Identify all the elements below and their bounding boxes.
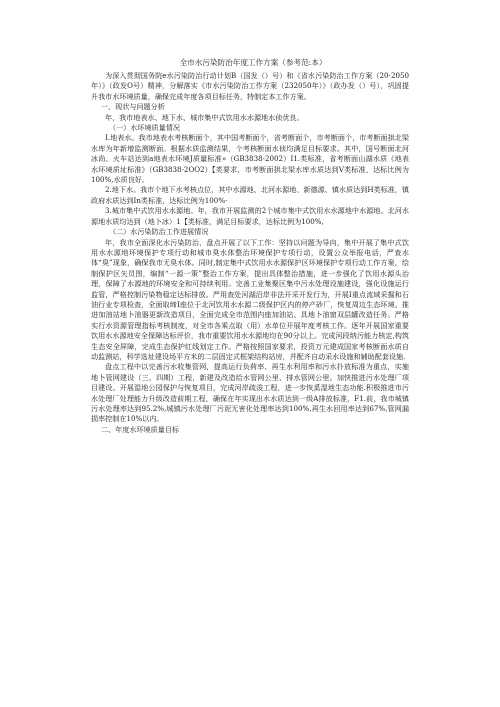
sewage-paragraph: 盘点工程中以完善污水收集管网，提高运行负荷率、再生水利用率和污水扑放标准为重点，实施地卜管网建设（三、四期）工程，新建及改造给水管网公里、排水管网公里。加快推进污水处理厂项目建设。开展湿地公园保护与恢复项目，完成河岸疏浚工程，进一步恢奚湿地生态功能.积极推进市污水处理厂处理能力升级改造前期工程，确保在年实现出水水质达到一级A排放标准，F1.前，我市城镇污水处理率达到95.2%,城镇污水处理厂污泥无害化处理率达到100%,再生水回用率达到67%,管网漏损率控制在10%以内。: [91, 362, 409, 424]
section2-heading: 二、年度水环境质量目标: [101, 424, 180, 434]
section1-heading: 一、现状与问题分析: [101, 102, 165, 112]
progress-paragraph: 年，我市全面深化水污染防治，盘点开展了以下工作：坚持以问题为导向，集中开展了集中式饮用水水源地环境保护专项行动和城市臭水体整治环境保护专项行动，设置公众举报电话，严查水体“臭”现象，确保我市无臭水体。同时,制定集中式饮用水水源保护区环境保护专项行动工作方案，绘制保护区矢员图，编制“一源一策”整治工作方案，提出具体整治措施，进一步强化了饮用水源头治理，保障了水源地的环境安全和可持续利用。完善工业集聚区集中污水处理设施建设，强化设施运行监管，严格控制污染物稳定达标排放。严用查处河湖沿岸非法开采开发行为，开展I重点流域采掘和石油行业专项检查，全面取缔I座位于北河饮用水水源二级保护区内的停产砂厂，恢复周边生态环境。推进加油站地卜油器更新改造项目，全面完成全市范围内座加油站、具地卜油窗双层罐改造任务。严格实行水资源管理指标考核制度，对全市各乘点取（用）水单位开展年度考核工作。逐年开展国家重要饮用水水源地安全保障达标评价，我市重要饮用水水源地均在90分以上。完成河段纳污能力核定,构筑生态安全屏障，完成生态保护红线划定工作。严格按照国家要求，投资万元建成国家考核断面水质自动监测站，科学选址建设场平方米的二层固定式框架结构站房，并配齐自动采水设施和辅助配套设施.: [91, 237, 409, 361]
surface-water-paragraph: I.地表水。我市地表水考核断面个，其中国考断面个，省考断面个，市考断面个，市考断面拱北梁水库为年新增监测断面。根据水质监测结果，个考核断面水侦均满足目标要求。其中，国号断面北河冰尚、火车站达到a地表水环境J质量标准»（GB3838-2002）I1.类标准，省考断面山湖水质《地表水环境质址标准》（GB3838-2OO2）【类要求，市考断面拱北梁水库水质达到V类标准，达标比例为100%,水质良好。: [91, 133, 409, 185]
section1-intro-paragraph: 年，我市地表水、地下水、城市集中式饮用水水源地水侦优良。: [105, 112, 304, 122]
groundwater-paragraph: 2.地下水。我市个地下水考核点位，其中水源地、北河水源地、新德源、镇水质达到H类标准，镇政府水质达到In类标准，达标比例为100%·: [91, 185, 409, 205]
document-title: 全市水污染防治年度工作方案（参考范:本）: [179, 58, 327, 67]
intro-paragraph: 为深入贯彻国务院e水污染防治行动计划B（国发（）号）和《省水污染防治工作方案（20-2050年）》（政发O号）精神，分解落实《市水污染防治工作方案（232050年）》（政办发（）号），巩固提升我市水环境质量，确保完成年度各项目标任务，特制定本工作方案。: [91, 71, 409, 101]
document-body: [91, 57, 409, 435]
drinking-water-paragraph: 3.城市集中式饮用水水源地。年，我市开展监测的2个城市集中式饮用水水源地中水源地、北河水源地水质均达到（地卜冰）1【类标准，满足目标要求，达标比例为100%,: [91, 206, 409, 226]
subsection1-heading: （一）水环境质量情况: [109, 123, 180, 133]
subsection2-heading: （二）水污染防治工作进展情况: [109, 227, 209, 237]
